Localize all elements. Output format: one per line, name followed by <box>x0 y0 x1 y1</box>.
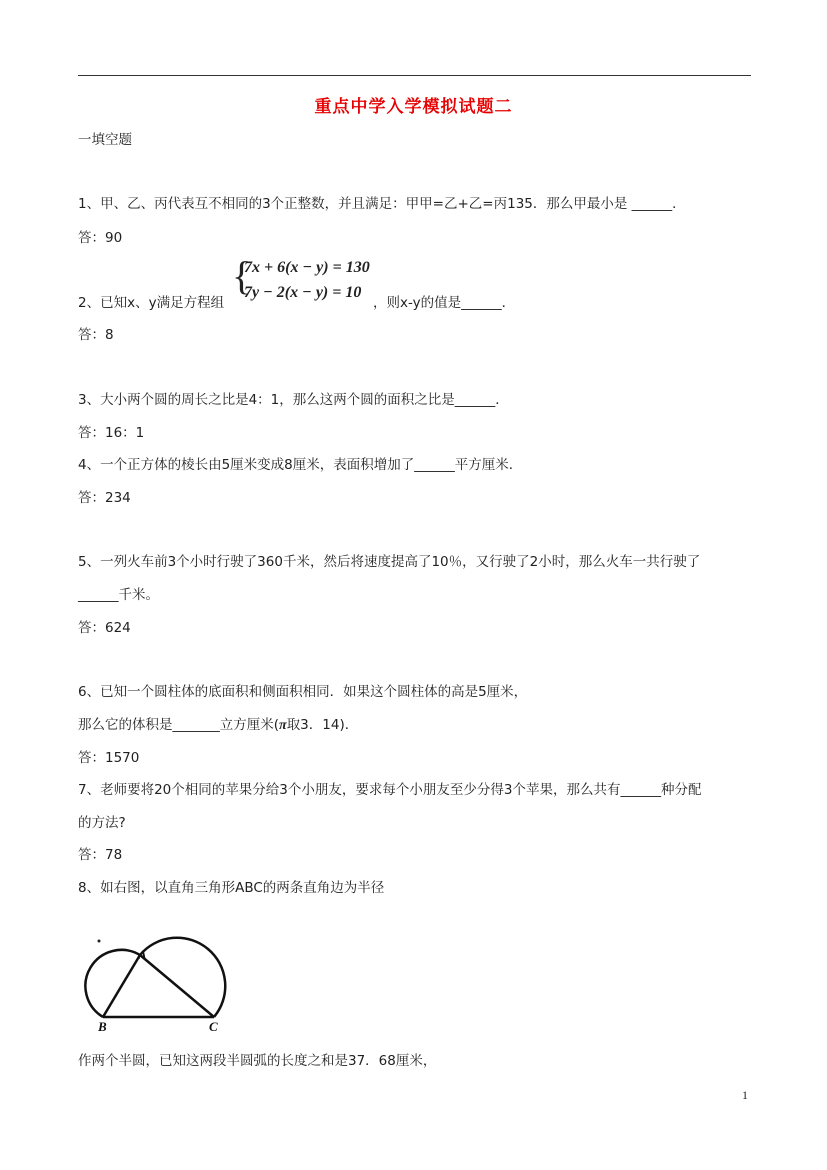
question-2-suffix: ，则x-y的值是______． <box>373 295 516 311</box>
question-8: 8、如右图，以直角三角形ABC的两条直角边为半径 <box>78 880 385 896</box>
semicircle-ab <box>85 950 140 1017</box>
side-ab <box>103 955 140 1017</box>
page-number: 1 <box>742 1088 748 1102</box>
question-1: 1、甲、乙、丙代表互不相同的3个正整数，并且满足：甲甲=乙+乙=丙135．那么甲最小是 ______． <box>78 196 686 212</box>
question-8-continued: 作两个半圆，已知这两段半圆弧的长度之和是37．68厘米， <box>78 1053 437 1069</box>
answer-2: 答：8 <box>78 327 114 343</box>
side-ac <box>140 955 214 1017</box>
corner-dot <box>98 940 101 943</box>
semicircle-ac <box>140 938 225 1017</box>
question-6-line2 <box>78 716 358 735</box>
header-rule <box>78 75 751 76</box>
question-6-line1: 6、已知一个圆柱体的底面积和侧面积相同．如果这个圆柱体的高是5厘米， <box>78 684 528 700</box>
answer-5: 答：624 <box>78 620 131 636</box>
semicircle-triangle-figure <box>78 935 238 1035</box>
page-title: 重点中学入学模拟试题二 <box>314 97 513 117</box>
question-2-prefix: 2、已知x、y满足方程组 <box>78 295 225 311</box>
question-6-line2-pre: 那么它的体积是_______立方厘米( <box>78 717 280 733</box>
label-c: C <box>209 1019 218 1034</box>
answer-3: 答：16：1 <box>78 425 145 441</box>
answer-1: 答：90 <box>78 230 123 246</box>
answer-4: 答：234 <box>78 490 131 506</box>
question-6-line2-post: 取3．14)． <box>286 717 359 733</box>
question-7-line1: 7、老师要将20个相同的苹果分给3个小朋友，要求每个小朋友至少分得3个苹果，那么共有______种分配 <box>78 782 702 798</box>
label-b: B <box>98 1019 107 1034</box>
question-5-line2: ______千米。 <box>78 587 159 603</box>
question-3: 3、大小两个圆的周长之比是4：1，那么这两个圆的面积之比是______． <box>78 392 509 408</box>
equation-1: 7x + 6(x − y) = 130 <box>244 259 370 276</box>
pi-symbol: π <box>279 718 287 733</box>
label-a: A <box>138 947 147 962</box>
answer-6: 答：1570 <box>78 750 140 766</box>
question-4: 4、一个正方体的棱长由5厘米变成8厘米，表面积增加了______平方厘米． <box>78 457 523 473</box>
answer-7: 答：78 <box>78 847 123 863</box>
question-7-line2: 的方法? <box>78 815 126 831</box>
question-5-line1: 5、一列火车前3个小时行驶了360千米，然后将速度提高了10％，又行驶了2小时，那么火车一共行驶了 <box>78 554 701 570</box>
section-heading: 一填空题 <box>78 132 132 148</box>
equation-brace: { <box>232 253 252 298</box>
equation-2: 7y − 2(x − y) = 10 <box>244 284 362 301</box>
